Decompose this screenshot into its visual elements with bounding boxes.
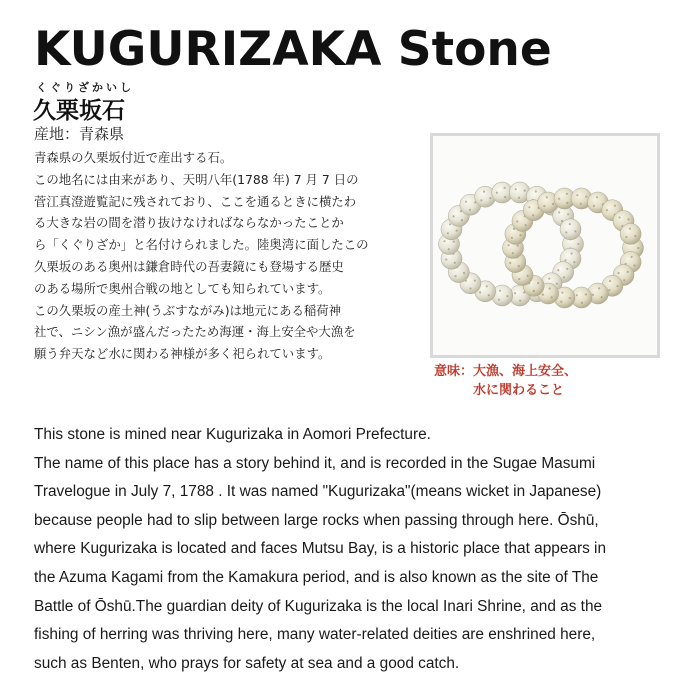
bead-speckle xyxy=(557,269,559,271)
bead-speckle xyxy=(634,235,636,237)
bead-speckle xyxy=(506,295,508,297)
bead-speckle xyxy=(461,219,463,221)
bead-speckle xyxy=(453,215,455,217)
bead-speckle xyxy=(566,193,568,195)
bead-right xyxy=(620,223,641,244)
en-description-line: where Kugurizaka is located and faces Mutsu Bay, is a historic place that appears in xyxy=(34,540,607,558)
jp-description-line: 願う弁天など水に関わる神様が多く祀られています。 xyxy=(34,346,331,362)
bead-speckle xyxy=(508,244,510,246)
bead-speckle xyxy=(596,196,598,198)
bead-speckle xyxy=(465,201,467,203)
jp-description-line: ら「くぐりざか」と名付けられました。陸奥湾に面したこの xyxy=(34,237,369,253)
bead-speckle xyxy=(633,264,635,266)
bead-speckle xyxy=(564,259,566,261)
bead-speckle xyxy=(524,190,526,192)
en-description-line: Battle of Ōshū.The guardian deity of Kugurizaka is the local Inari Shrine, and as the xyxy=(34,597,603,615)
bead-speckle xyxy=(496,192,498,194)
bracelet-illustration xyxy=(433,136,657,355)
bead-speckle xyxy=(469,209,471,211)
bead-speckle xyxy=(581,302,583,304)
bead-speckle xyxy=(560,301,562,303)
bead-speckle xyxy=(512,252,514,254)
bead-speckle xyxy=(488,294,490,296)
jp-reading: くぐりざかいし xyxy=(36,81,134,94)
bead-speckle xyxy=(519,234,521,236)
bead-speckle xyxy=(606,209,608,211)
origin-label: 産地：青森県 xyxy=(34,125,125,143)
bead-speckle xyxy=(542,294,544,296)
bead-speckle xyxy=(504,196,506,198)
bead-speckle xyxy=(469,287,471,289)
bead-speckle xyxy=(514,292,516,294)
meaning-note xyxy=(434,362,577,400)
bead-speckle xyxy=(637,247,639,249)
page-title: KUGURIZAKA Stone xyxy=(34,22,552,77)
bead-speckle xyxy=(566,268,568,270)
bead-speckle xyxy=(445,258,447,260)
en-description-line: This stone is mined near Kugurizaka in Aomori Prefecture. xyxy=(34,426,431,443)
bead-speckle xyxy=(463,272,465,274)
bead-speckle xyxy=(593,205,595,207)
bead-speckle xyxy=(601,296,603,298)
bead-speckle xyxy=(537,282,539,284)
bead-speckle xyxy=(598,287,600,289)
bead-speckle xyxy=(618,272,620,274)
bead-speckle xyxy=(517,245,519,247)
bead-speckle xyxy=(609,280,611,282)
bead-speckle xyxy=(454,262,456,264)
bead-speckle xyxy=(518,265,520,267)
bead-speckle xyxy=(567,213,569,215)
bead-speckle xyxy=(448,248,450,250)
bead-speckle xyxy=(580,203,582,205)
bead-speckle xyxy=(576,294,578,296)
bead-speckle xyxy=(561,292,563,294)
bead-speckle xyxy=(498,299,500,301)
bead-speckle xyxy=(515,188,517,190)
bead-speckle xyxy=(444,240,446,242)
bead-speckle xyxy=(549,287,551,289)
en-description-line: such as Benten, who prays for safety at sea and a good catch. xyxy=(34,654,460,672)
bead-speckle xyxy=(479,291,481,293)
bead-speckle xyxy=(504,187,506,189)
jp-description-line: この久栗坂の産土神(うぶすながみ)は地元にある稲荷神 xyxy=(34,302,342,318)
bead-speckle xyxy=(574,230,576,232)
bead-speckle xyxy=(576,194,578,196)
meaning-line-2: 水に関わること xyxy=(473,383,565,398)
bead-speckle xyxy=(516,220,518,222)
bead-speckle xyxy=(551,296,553,298)
jp-description-line: 久栗坂のある奥州は鎌倉時代の吾妻鏡にも登場する歴史 xyxy=(34,258,344,274)
bead-speckle xyxy=(573,261,575,263)
bead-speckle xyxy=(474,280,476,282)
bead-speckle xyxy=(499,290,501,292)
jp-description xyxy=(34,147,419,365)
bead-speckle xyxy=(480,199,482,201)
bead-speckle xyxy=(627,271,629,273)
bead-speckle xyxy=(592,294,594,296)
bead-speckle xyxy=(548,278,550,280)
bead-speckle xyxy=(519,300,521,302)
bead-speckle xyxy=(525,224,527,226)
bead-speckle xyxy=(631,256,633,258)
en-description xyxy=(34,421,674,678)
en-description-line: Travelogue in July 7, 1788 . It was named "Kugurizaka"(means wicket in Japanese) xyxy=(34,483,602,501)
bead-speckle xyxy=(511,237,513,239)
bead-speckle xyxy=(483,191,485,193)
bead-left xyxy=(560,219,581,240)
bead-speckle xyxy=(565,231,567,233)
jp-description-line: る大きな岩の間を潜り抜けなければならなかったことか xyxy=(34,215,344,231)
bead-speckle xyxy=(558,211,560,213)
bead-speckle xyxy=(518,278,520,280)
en-description-line: fishing of herring was thriving here, many water-related deities are enshrined here, xyxy=(34,626,596,644)
bead-speckle xyxy=(543,205,545,207)
bead-speckle xyxy=(533,290,535,292)
bead-speckle xyxy=(556,283,558,285)
bracelet-photo xyxy=(430,133,660,358)
bead-speckle xyxy=(619,216,621,218)
en-description-line: the Azuma Kagami from the Kamakura period, and is also known as the site of The xyxy=(34,568,599,586)
jp-description-line: 菅江真澄遊覧記に残されており、ここを通るときに横たわ xyxy=(34,193,357,209)
bead-speckle xyxy=(585,293,587,295)
jp-description-line: のある場所で奥州合戦の地としても知られています。 xyxy=(34,280,331,296)
bead-speckle xyxy=(627,218,629,220)
jp-description-line: 社で、ニシン漁が盛んだったため海運・海上安全や大漁を xyxy=(34,324,356,340)
bead-speckle xyxy=(625,236,627,238)
bead-speckle xyxy=(569,297,571,299)
bead-speckle xyxy=(528,206,530,208)
jp-stone-name: 久栗坂石 xyxy=(33,98,125,124)
bead-speckle xyxy=(518,197,520,199)
en-description-line: because people had to slip between large rocks when passing through here. Ōshū, xyxy=(34,511,599,529)
bead-speckle xyxy=(509,262,511,264)
bead-speckle xyxy=(614,205,616,207)
bead-speckle xyxy=(546,196,548,198)
bead-speckle xyxy=(571,252,573,254)
bead-speckle xyxy=(449,223,451,225)
bead-speckle xyxy=(447,232,449,234)
bead-speckle xyxy=(577,243,579,245)
bead-speckle xyxy=(453,241,455,243)
en-description-line: The name of this place has a story behind it, and is recorded in the Sugae Masumi xyxy=(34,454,596,472)
bead-speckle xyxy=(558,198,560,200)
bead-speckle xyxy=(456,230,458,232)
bead-speckle xyxy=(585,196,587,198)
bead-speckle xyxy=(623,279,625,281)
bead-speckle xyxy=(569,223,571,225)
bead-speckle xyxy=(454,275,456,277)
bead-speckle xyxy=(527,275,529,277)
bead-speckle xyxy=(532,214,534,216)
bead-speckle xyxy=(486,285,488,287)
bead-speckle xyxy=(552,203,554,205)
bead-speckle xyxy=(629,228,631,230)
bead-speckle xyxy=(608,289,610,291)
bead-speckle xyxy=(489,197,491,199)
meaning-line-1: 意味：大漁、海上安全、 xyxy=(434,364,578,379)
bead-speckle xyxy=(566,202,568,204)
bead-speckle xyxy=(535,190,537,192)
jp-description-line: この地名には由来があり、天明八年(1788 年) 7 月 7 日の xyxy=(34,171,359,187)
bead-speckle xyxy=(616,285,618,287)
jp-description-line: 青森県の久栗坂付近で産出する石。 xyxy=(34,150,233,165)
bead-speckle xyxy=(563,276,565,278)
